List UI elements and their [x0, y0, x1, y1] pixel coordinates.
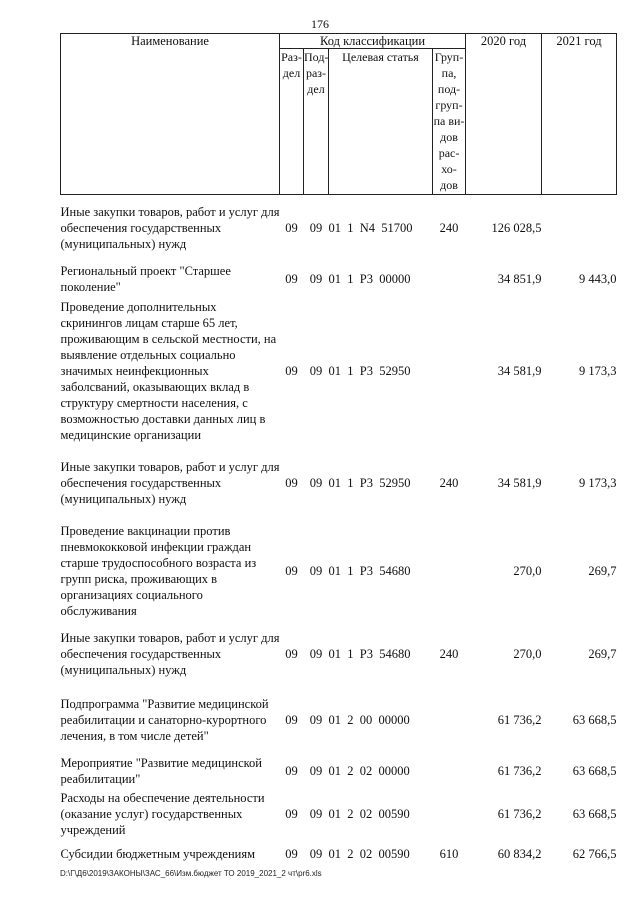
row-subsection: 09	[309, 712, 323, 727]
row-amount-2020: 60 834,2	[497, 846, 542, 861]
table-row	[61, 839, 617, 869]
row-amount-2020: 270,0	[513, 563, 542, 578]
row-amount-2021: 9 173,3	[579, 475, 617, 490]
row-section: 09	[285, 846, 298, 861]
row-name: Подпрограмма "Развитие медицинской реабилитации и санаторно-курортного лечения, в том числе детей"	[60, 696, 269, 743]
row-target: 01 1 P3 54680	[328, 563, 411, 578]
row-section: 09	[285, 475, 298, 490]
row-expense-group	[433, 521, 466, 621]
row-target: 01 2 02 00000	[328, 763, 410, 778]
row-expense-group	[433, 687, 466, 753]
row-name: Иные закупки товаров, работ и услуг для обеспечения государственных (муниципальных) нужд	[60, 204, 280, 251]
row-target: 01 1 P3 00000	[328, 271, 411, 286]
row-expense-group: 610	[439, 846, 459, 861]
page-number: 176	[311, 17, 329, 31]
row-target: 01 2 02 00590	[328, 806, 410, 821]
row-amount-2020: 61 736,2	[497, 712, 542, 727]
header-expense-group-label: Груп- па, под- груп- па ви- дов рас- хо- дов	[433, 50, 465, 192]
row-subsection: 09	[309, 220, 323, 235]
row-name: Субсидии бюджетным учреждениям	[60, 846, 256, 861]
row-amount-2021: 269,7	[588, 563, 617, 578]
row-amount-2021: 269,7	[588, 646, 617, 661]
row-amount-2021: 9 443,0	[579, 271, 617, 286]
row-section: 09	[285, 763, 298, 778]
row-section: 09	[285, 806, 298, 821]
header-year-2020: 2020 год	[466, 34, 542, 195]
table-row	[61, 753, 617, 789]
table-row	[61, 521, 617, 621]
row-expense-group	[433, 261, 466, 297]
row-target: 01 1 N4 51700	[328, 220, 413, 235]
row-section: 09	[285, 646, 298, 661]
row-expense-group	[433, 789, 466, 839]
header-section-label: Раз- дел	[281, 50, 302, 80]
header-subsection-label: Под- раз- дел	[304, 50, 329, 96]
row-section: 09	[285, 712, 298, 727]
row-subsection: 09	[309, 363, 323, 378]
row-subsection: 09	[309, 271, 323, 286]
row-amount-2020: 34 581,9	[497, 363, 542, 378]
row-amount-2020: 34 851,9	[497, 271, 542, 286]
budget-table	[60, 33, 617, 869]
row-target: 01 2 02 00590	[328, 846, 410, 861]
row-section: 09	[285, 220, 298, 235]
row-name: Проведение дополнительных скринингов лицам старше 65 лет, проживающим в сельской местности, на выявление отдельных социально значимых неинфекционных заболсваний, оказывающих вклад в структуру смертности населения, с возможностью доставки данных лиц в медицинские организации	[60, 299, 277, 442]
file-path-footer: D:\Г\Д6\2019\ЗАКОНЫ\ЗАС_66\Изм.бюджет ТО 2019_2021_2 чт\pr6.xls	[60, 869, 322, 878]
row-amount-2020: 34 581,9	[497, 475, 542, 490]
header-year-2021: 2021 год	[542, 34, 617, 195]
table-row	[61, 195, 617, 261]
row-subsection: 09	[309, 763, 323, 778]
row-amount-2020: 61 736,2	[497, 763, 542, 778]
row-name: Проведение вакцинации против пневмококковой инфекции граждан старше трудоспособного возраста из групп риска, проживающих в организациях социального обслуживания	[60, 523, 257, 618]
row-subsection: 09	[309, 475, 323, 490]
row-amount-2021: 9 173,3	[579, 363, 617, 378]
table-row	[61, 445, 617, 521]
row-amount-2021: 62 766,5	[572, 846, 617, 861]
row-target: 01 1 P3 52950	[328, 363, 411, 378]
row-subsection: 09	[309, 563, 323, 578]
row-amount-2020: 61 736,2	[497, 806, 542, 821]
row-name: Иные закупки товаров, работ и услуг для обеспечения государственных (муниципальных) нужд	[60, 630, 280, 677]
table-row	[61, 297, 617, 445]
row-amount-2020: 126 028,5	[491, 220, 542, 235]
header-name: Наименование	[61, 34, 280, 195]
row-amount-2021	[542, 195, 617, 261]
row-subsection: 09	[309, 846, 323, 861]
row-name: Расходы на обеспечение деятельности (оказание услуг) государственных учреждений	[60, 790, 265, 837]
header-subsection	[304, 49, 329, 195]
row-expense-group: 240	[439, 220, 459, 235]
row-target: 01 1 P3 52950	[328, 475, 411, 490]
row-section: 09	[285, 271, 298, 286]
header-section	[280, 49, 304, 195]
row-name: Региональный проект "Старшее поколение"	[60, 263, 231, 294]
row-amount-2021: 63 668,5	[572, 712, 617, 727]
row-amount-2020: 270,0	[513, 646, 542, 661]
row-amount-2021: 63 668,5	[572, 763, 617, 778]
row-subsection: 09	[309, 646, 323, 661]
row-amount-2021: 63 668,5	[572, 806, 617, 821]
row-name: Мероприятие "Развитие медицинской реабилитации"	[60, 755, 262, 786]
table-row	[61, 621, 617, 687]
table-row	[61, 687, 617, 753]
row-expense-group: 240	[439, 475, 459, 490]
row-subsection: 09	[309, 806, 323, 821]
row-section: 09	[285, 563, 298, 578]
table-row	[61, 261, 617, 297]
header-target: Целевая статья	[329, 49, 433, 195]
row-target: 01 2 00 00000	[328, 712, 410, 727]
table-row	[61, 789, 617, 839]
header-code-group: Код классификации	[280, 34, 466, 49]
row-section: 09	[285, 363, 298, 378]
row-expense-group	[433, 753, 466, 789]
row-target: 01 1 P3 54680	[328, 646, 411, 661]
header-expense-group	[433, 49, 466, 195]
row-expense-group: 240	[439, 646, 459, 661]
row-expense-group	[433, 297, 466, 445]
row-name: Иные закупки товаров, работ и услуг для обеспечения государственных (муниципальных) нужд	[60, 459, 280, 506]
